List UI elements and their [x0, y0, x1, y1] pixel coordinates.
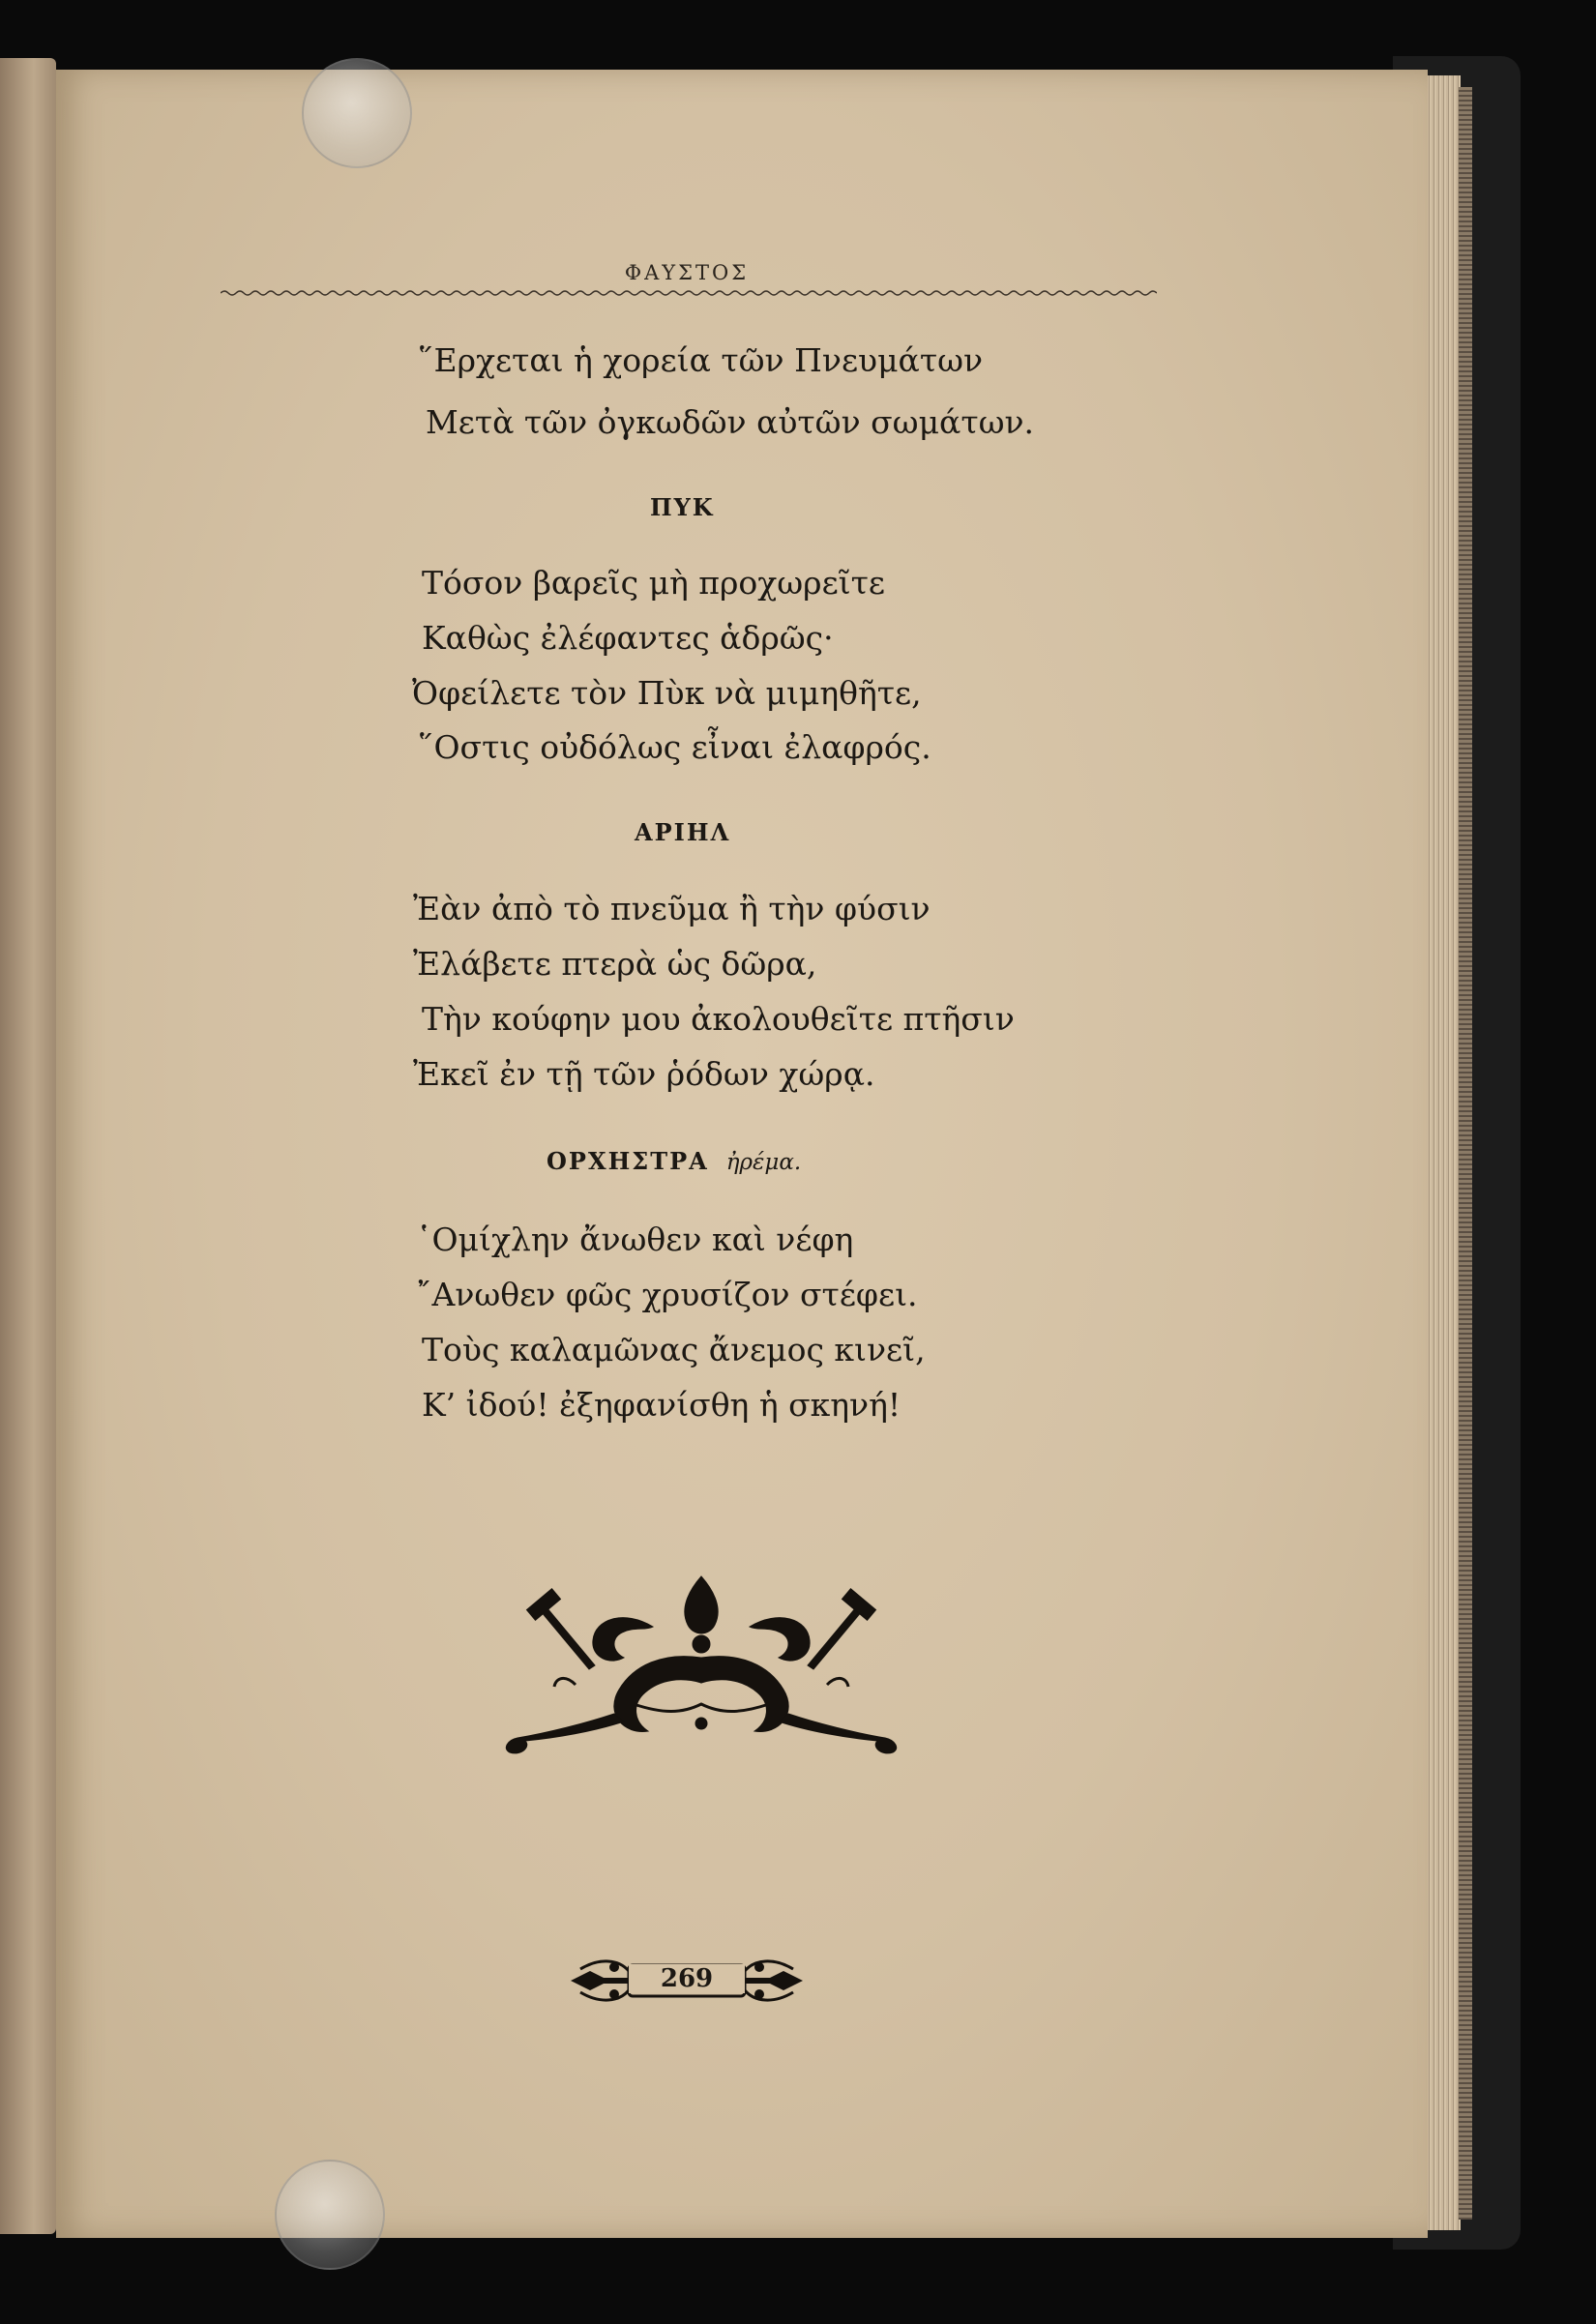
page-stack-edges: [1422, 75, 1461, 2230]
verse-line: Μετὰ τῶν ὀγκωδῶν αὐτῶν σωμάτων.: [426, 403, 1035, 441]
wavy-rule: [221, 288, 1157, 298]
bottom-page-clip: [275, 2160, 385, 2270]
verse-line: Καθὼς ἐλέφαντες ἁδρῶς·: [422, 619, 834, 657]
verse-line: Ἐλάβετε πτερὰ ὡς δῶρα,: [413, 945, 817, 983]
tailpiece-ornament: [488, 1569, 914, 1762]
stage-direction: ἠρέμα.: [725, 1150, 802, 1175]
verse-line: ῾Ομίχλην ἄνωθεν καὶ νέφη: [416, 1221, 854, 1258]
speaker-name: ΟΡΧΗΣΤΡΑ: [547, 1147, 709, 1175]
verse-line: Τὴν κούφην μου ἀκολουθεῖτε πτῆσιν: [422, 1000, 1015, 1038]
page-number: 269: [629, 1964, 745, 1993]
speaker-label: ΠΥΚ: [650, 493, 715, 521]
verse-line: Ὀφείλετε τὸν Πὺκ νὰ μιμηθῆτε,: [412, 674, 922, 712]
page-stack-edges-dark: [1459, 87, 1472, 2220]
verse-line: Ἐὰν ἀπὸ τὸ πνεῦμα ἢ τὴν φύσιν: [413, 890, 931, 927]
verse-line: ῞Ερχεται ἡ χορεία τῶν Πνευμάτων: [418, 341, 984, 379]
verse-line: Κ’ ἰδού! ἐξηφανίσθη ἡ σκηνή!: [422, 1386, 901, 1424]
verse-line: ῞Οστις οὐδόλως εἶναι ἐλαφρός.: [418, 728, 931, 766]
running-head: ΦΑΥΣΤΟΣ: [624, 261, 750, 284]
verse-line: ῎Ανωθεν φῶς χρυσίζον στέφει.: [416, 1276, 918, 1313]
speaker-label: [547, 1147, 801, 1175]
top-page-clip: [302, 58, 412, 168]
verse-line: Ἐκεῖ ἐν τῇ τῶν ῥόδων χώρᾳ.: [413, 1055, 875, 1093]
previous-page-edge: [0, 58, 56, 2234]
verse-line: Τόσον βαρεῖς μὴ προχωρεῖτε: [422, 564, 885, 602]
verse-line: Τοὺς καλαμῶνας ἄνεμος κινεῖ,: [422, 1331, 926, 1368]
speaker-label: ΑΡΙΗΛ: [635, 818, 731, 846]
